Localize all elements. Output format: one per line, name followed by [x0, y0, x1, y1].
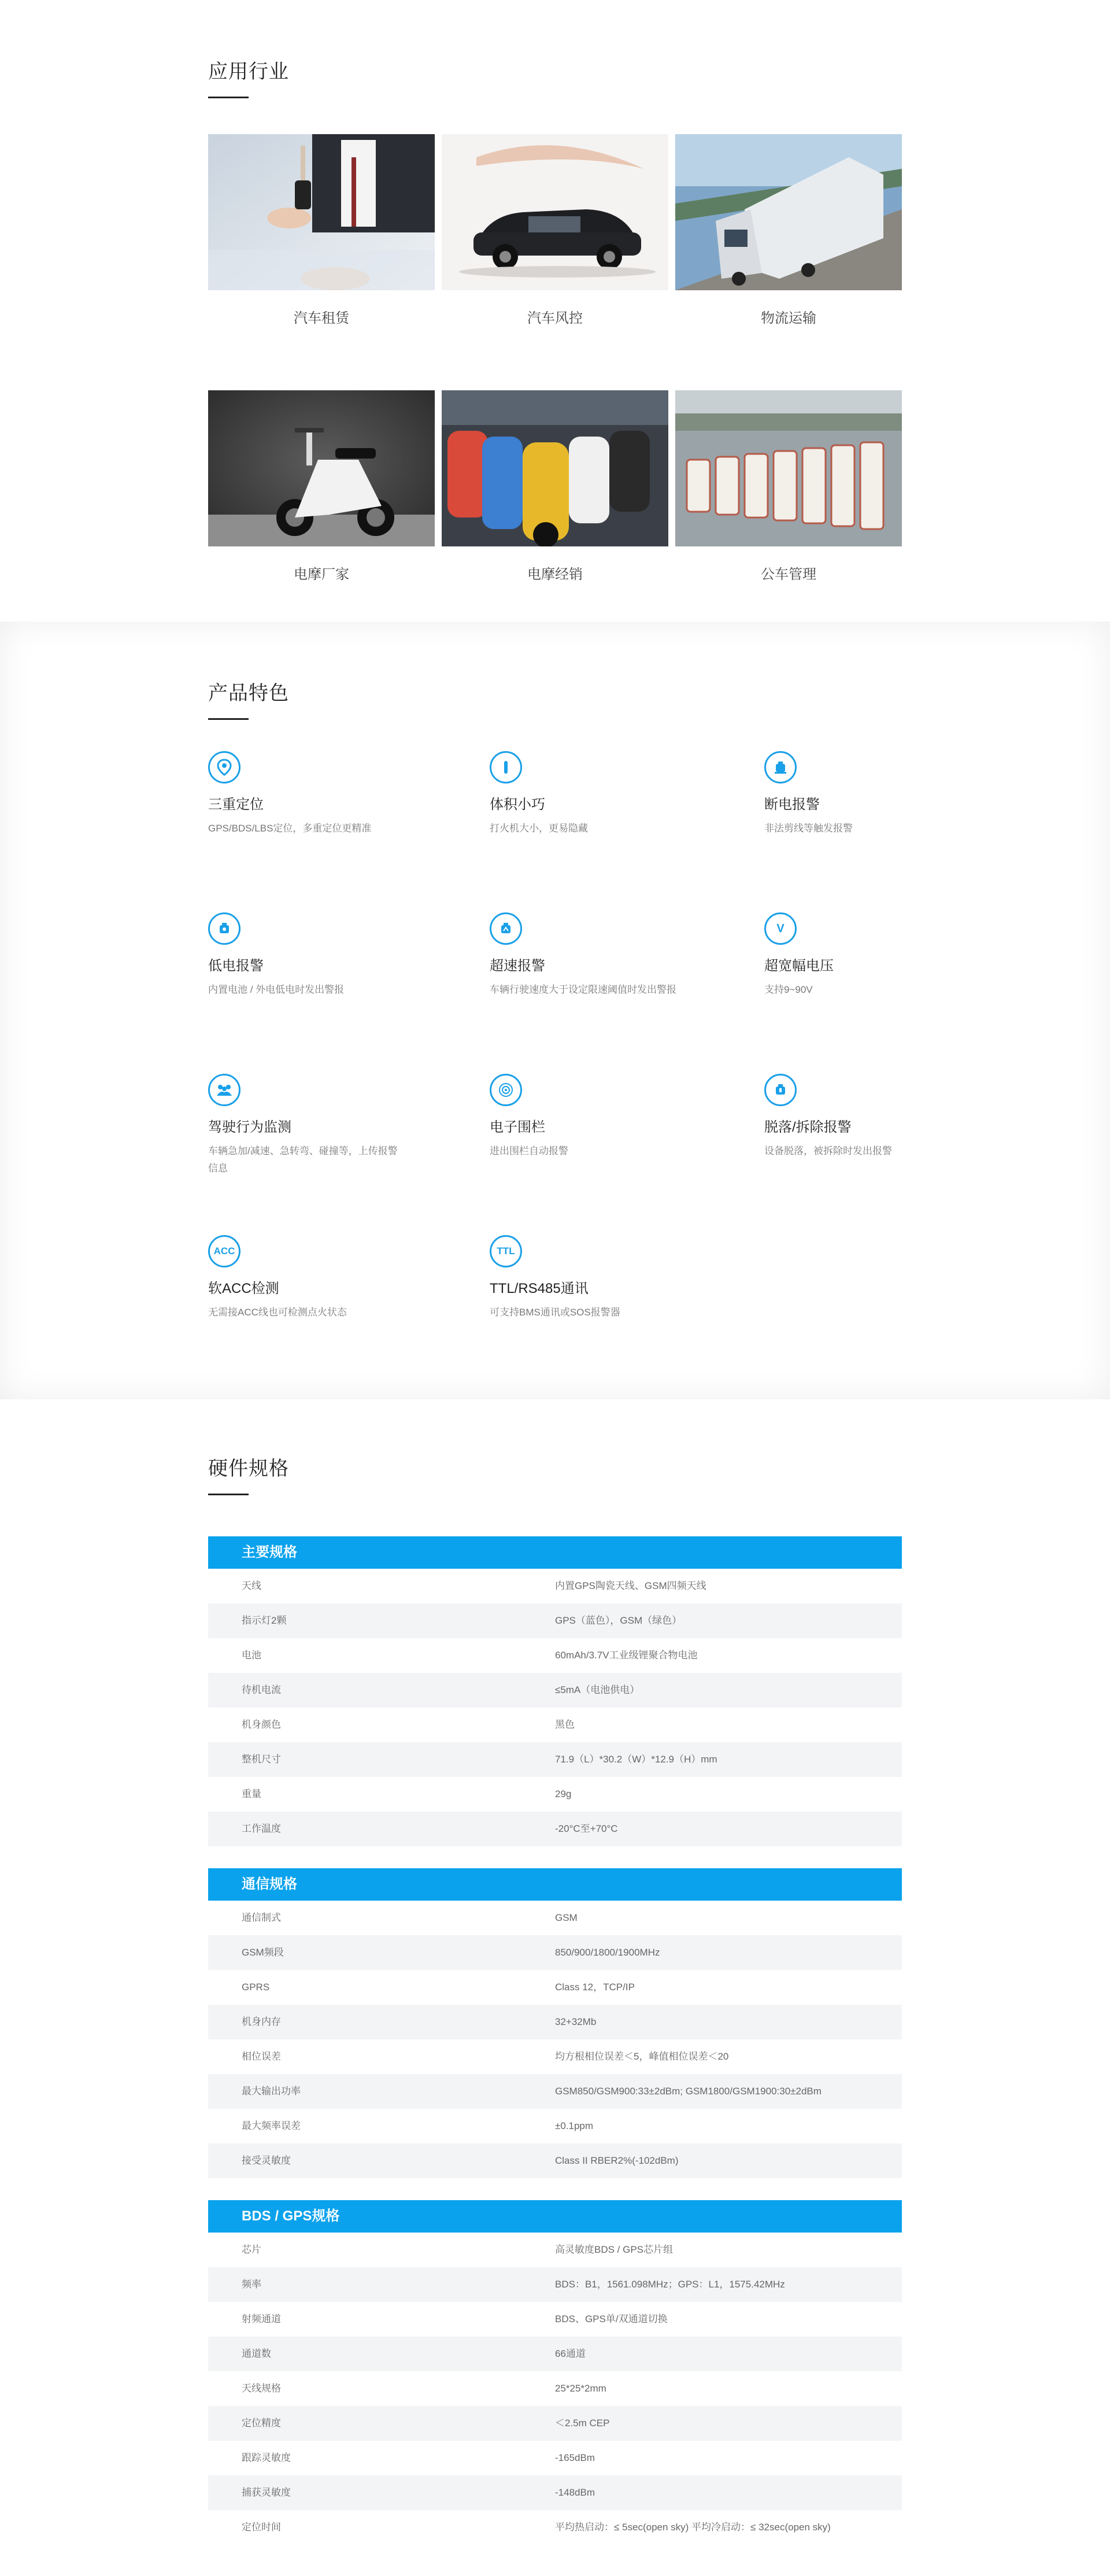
spec-row — [208, 2441, 902, 2475]
spec-value: ≤5mA（电池供电） — [555, 1684, 640, 1695]
feature-item — [490, 912, 709, 999]
spec-group-header: BDS / GPS规格 — [208, 2200, 902, 2233]
spec-value: GSM850/GSM900:33±2dBm; GSM1800/GSM1900:30±2dBm — [555, 2086, 822, 2097]
spec-row — [208, 1569, 902, 1603]
car-rental-photo — [208, 134, 435, 290]
industry-label: 电摩经销 — [527, 567, 583, 582]
spec-value: BDS：B1，1561.098MHz；GPS：L1，1575.42MHz — [555, 2279, 785, 2290]
spec-key: 芯片 — [242, 2244, 261, 2255]
feature-desc: 车辆急加/减速、急转弯、碰撞等，上传报警信息 — [208, 1145, 398, 1174]
spec-row — [208, 2233, 902, 2267]
feature-title: 超速报警 — [490, 958, 545, 974]
feature-item — [764, 912, 984, 999]
logistics-truck-photo — [675, 134, 902, 290]
spec-value: ＜2.5m CEP — [555, 2418, 610, 2429]
location-pin-icon — [208, 751, 240, 783]
car-risk-control-photo — [442, 134, 668, 290]
feature-item — [764, 751, 984, 837]
spec-key: 待机电流 — [242, 1684, 281, 1695]
spec-row — [208, 2371, 902, 2406]
hardware-section — [0, 1399, 1110, 2576]
spec-group-header: 通信规格 — [208, 1868, 902, 1901]
spec-row — [208, 2074, 902, 2109]
spec-value: 850/900/1800/1900MHz — [555, 1947, 660, 1958]
feature-desc: GPS/BDS/LBS定位，多重定位更精准 — [208, 823, 372, 834]
driving-behavior-icon — [208, 1074, 240, 1106]
spec-key: 定位精度 — [242, 2418, 281, 2429]
features-section — [0, 622, 1110, 1399]
feature-item — [208, 1235, 428, 1321]
voltage-icon: V — [764, 912, 797, 945]
spec-value: 32+32Mb — [555, 2016, 597, 2027]
industry-label: 汽车风控 — [527, 311, 583, 326]
industry-label: 电摩厂家 — [294, 567, 349, 582]
spec-key: 机身内存 — [242, 2016, 281, 2027]
spec-key: GSM频段 — [242, 1947, 284, 1958]
industry-label: 公车管理 — [761, 567, 816, 582]
spec-value: Class II RBER2%(-102dBm) — [555, 2155, 679, 2166]
spec-row — [208, 1638, 902, 1673]
title-underline — [208, 718, 249, 720]
spec-key: 重量 — [242, 1788, 261, 1799]
lighter-icon — [490, 751, 522, 783]
spec-key: 频率 — [242, 2279, 261, 2290]
industry-label: 物流运输 — [761, 311, 816, 326]
feature-title: 超宽幅电压 — [764, 958, 834, 974]
hardware-title: 硬件规格 — [208, 1458, 289, 1480]
spec-key: 电池 — [242, 1650, 261, 1661]
spec-key: 最大频率误差 — [242, 2120, 301, 2131]
power-cut-alarm-icon — [764, 751, 797, 783]
feature-title: 驾驶行为监测 — [208, 1119, 291, 1135]
spec-row — [208, 2039, 902, 2074]
spec-row — [208, 2337, 902, 2371]
overspeed-alarm-icon — [490, 912, 522, 945]
e-scooter-maker-photo — [208, 390, 435, 546]
spec-value: -165dBm — [555, 2452, 595, 2463]
spec-row — [208, 1777, 902, 1812]
spec-value: ±0.1ppm — [555, 2120, 594, 2131]
feature-title: 三重定位 — [208, 797, 264, 812]
title-underline — [208, 1494, 249, 1495]
spec-value: 29g — [555, 1788, 572, 1799]
feature-desc: 非法剪线等触发报警 — [764, 823, 853, 834]
spec-row — [208, 1901, 902, 1935]
industry-card[interactable] — [442, 134, 668, 327]
spec-row — [208, 1673, 902, 1708]
tamper-alarm-icon — [764, 1074, 797, 1106]
feature-item — [208, 912, 428, 999]
spec-value: Class 12，TCP/IP — [555, 1982, 635, 1993]
spec-row — [208, 1812, 902, 1846]
spec-key: 指示灯2颗 — [242, 1615, 287, 1626]
spec-row — [208, 2143, 902, 2178]
spec-row — [208, 1970, 902, 2005]
spec-key: 通信制式 — [242, 1912, 281, 1923]
spec-value: 25*25*2mm — [555, 2383, 606, 2394]
feature-title: 电子围栏 — [490, 1119, 545, 1135]
industry-card[interactable] — [442, 390, 668, 583]
industry-card[interactable] — [208, 134, 435, 327]
spec-row — [208, 2475, 902, 2510]
feature-desc: 支持9~90V — [764, 984, 813, 995]
feature-desc: 可支持BMS通讯或SOS报警器 — [490, 1307, 620, 1318]
spec-row — [208, 1603, 902, 1638]
spec-value: BDS、GPS单/双通道切换 — [555, 2313, 668, 2324]
feature-desc: 打火机大小，更易隐藏 — [490, 823, 588, 834]
spec-key: 射频通道 — [242, 2313, 281, 2324]
spec-value: 内置GPS陶瓷天线、GSM四频天线 — [555, 1580, 706, 1591]
industry-card[interactable] — [675, 134, 902, 327]
feature-desc: 进出围栏自动报警 — [490, 1145, 568, 1156]
spec-value: 高灵敏度BDS / GPS芯片组 — [555, 2244, 674, 2255]
features-title: 产品特色 — [208, 682, 289, 704]
spec-value: 60mAh/3.7V工业级锂聚合物电池 — [555, 1650, 698, 1661]
feature-item — [490, 751, 709, 837]
spec-key: 相位误差 — [242, 2051, 281, 2062]
spec-tables — [208, 1536, 902, 2566]
spec-row — [208, 1742, 902, 1777]
feature-desc: 设备脱落，被拆除时发出报警 — [764, 1145, 892, 1156]
spec-key: 整机尺寸 — [242, 1754, 281, 1765]
spec-value: 71.9（L）*30.2（W）*12.9（H）mm — [555, 1754, 717, 1765]
feature-desc: 内置电池 / 外电低电时发出警报 — [208, 984, 345, 995]
geofence-icon — [490, 1074, 522, 1106]
feature-item — [764, 1074, 984, 1160]
feature-item — [208, 1074, 428, 1177]
feature-title: 软ACC检测 — [208, 1281, 279, 1296]
spec-key: 工作温度 — [242, 1823, 281, 1834]
spec-value: 66通道 — [555, 2348, 586, 2359]
spec-row — [208, 2510, 902, 2545]
spec-row — [208, 2406, 902, 2441]
spec-key: 接受灵敏度 — [242, 2155, 291, 2166]
spec-value: GPS（蓝色），GSM（绿色） — [555, 1615, 682, 1626]
feature-title: TTL/RS485通讯 — [490, 1281, 589, 1296]
e-scooter-dealer-photo — [442, 390, 668, 546]
spec-group-header: 主要规格 — [208, 1536, 902, 1569]
spec-key: 最大输出功率 — [242, 2086, 301, 2097]
feature-desc: 无需接ACC线也可检测点火状态 — [208, 1307, 347, 1318]
ttl-icon: TTL — [490, 1235, 522, 1267]
spec-value: 黑色 — [555, 1719, 575, 1730]
spec-key: 通道数 — [242, 2348, 271, 2359]
acc-icon: ACC — [208, 1235, 240, 1267]
feature-item — [490, 1074, 709, 1160]
spec-key: 天线 — [242, 1580, 261, 1591]
feature-title: 断电报警 — [764, 797, 820, 812]
spec-row — [208, 2109, 902, 2143]
feature-title: 体积小巧 — [490, 797, 545, 812]
feature-title: 低电报警 — [208, 958, 264, 974]
spec-key: 天线规格 — [242, 2383, 281, 2394]
spec-key: 捕获灵敏度 — [242, 2487, 291, 2498]
spec-row — [208, 2267, 902, 2302]
feature-desc: 车辆行驶速度大于设定限速阈值时发出警报 — [490, 984, 676, 995]
feature-item — [490, 1235, 709, 1321]
spec-value: -148dBm — [555, 2487, 595, 2498]
spec-row — [208, 1935, 902, 1970]
feature-title: 脱落/拆除报警 — [764, 1119, 852, 1135]
spec-row — [208, 2302, 902, 2337]
industry-card[interactable] — [208, 390, 435, 583]
bus-fleet-photo — [675, 390, 902, 546]
industries-section — [0, 0, 1110, 622]
spec-key: 跟踪灵敏度 — [242, 2452, 291, 2463]
spec-value: 均方根相位误差＜5，峰值相位误差＜20 — [555, 2051, 729, 2062]
spec-value: -20°C至+70°C — [555, 1823, 618, 1834]
spec-key: 机身颜色 — [242, 1719, 281, 1730]
spec-row — [208, 2005, 902, 2039]
industry-card[interactable] — [675, 390, 902, 583]
spec-value: GSM — [555, 1912, 578, 1923]
spec-key: 定位时间 — [242, 2522, 281, 2533]
industry-label: 汽车租赁 — [294, 311, 349, 326]
spec-value: 平均热启动：≤ 5sec(open sky) 平均冷启动：≤ 32sec(open sky) — [555, 2522, 831, 2533]
feature-item — [208, 751, 428, 837]
spec-key: GPRS — [242, 1982, 270, 1993]
spec-row — [208, 1708, 902, 1742]
industries-title: 应用行业 — [208, 61, 289, 83]
low-battery-alarm-icon — [208, 912, 240, 945]
